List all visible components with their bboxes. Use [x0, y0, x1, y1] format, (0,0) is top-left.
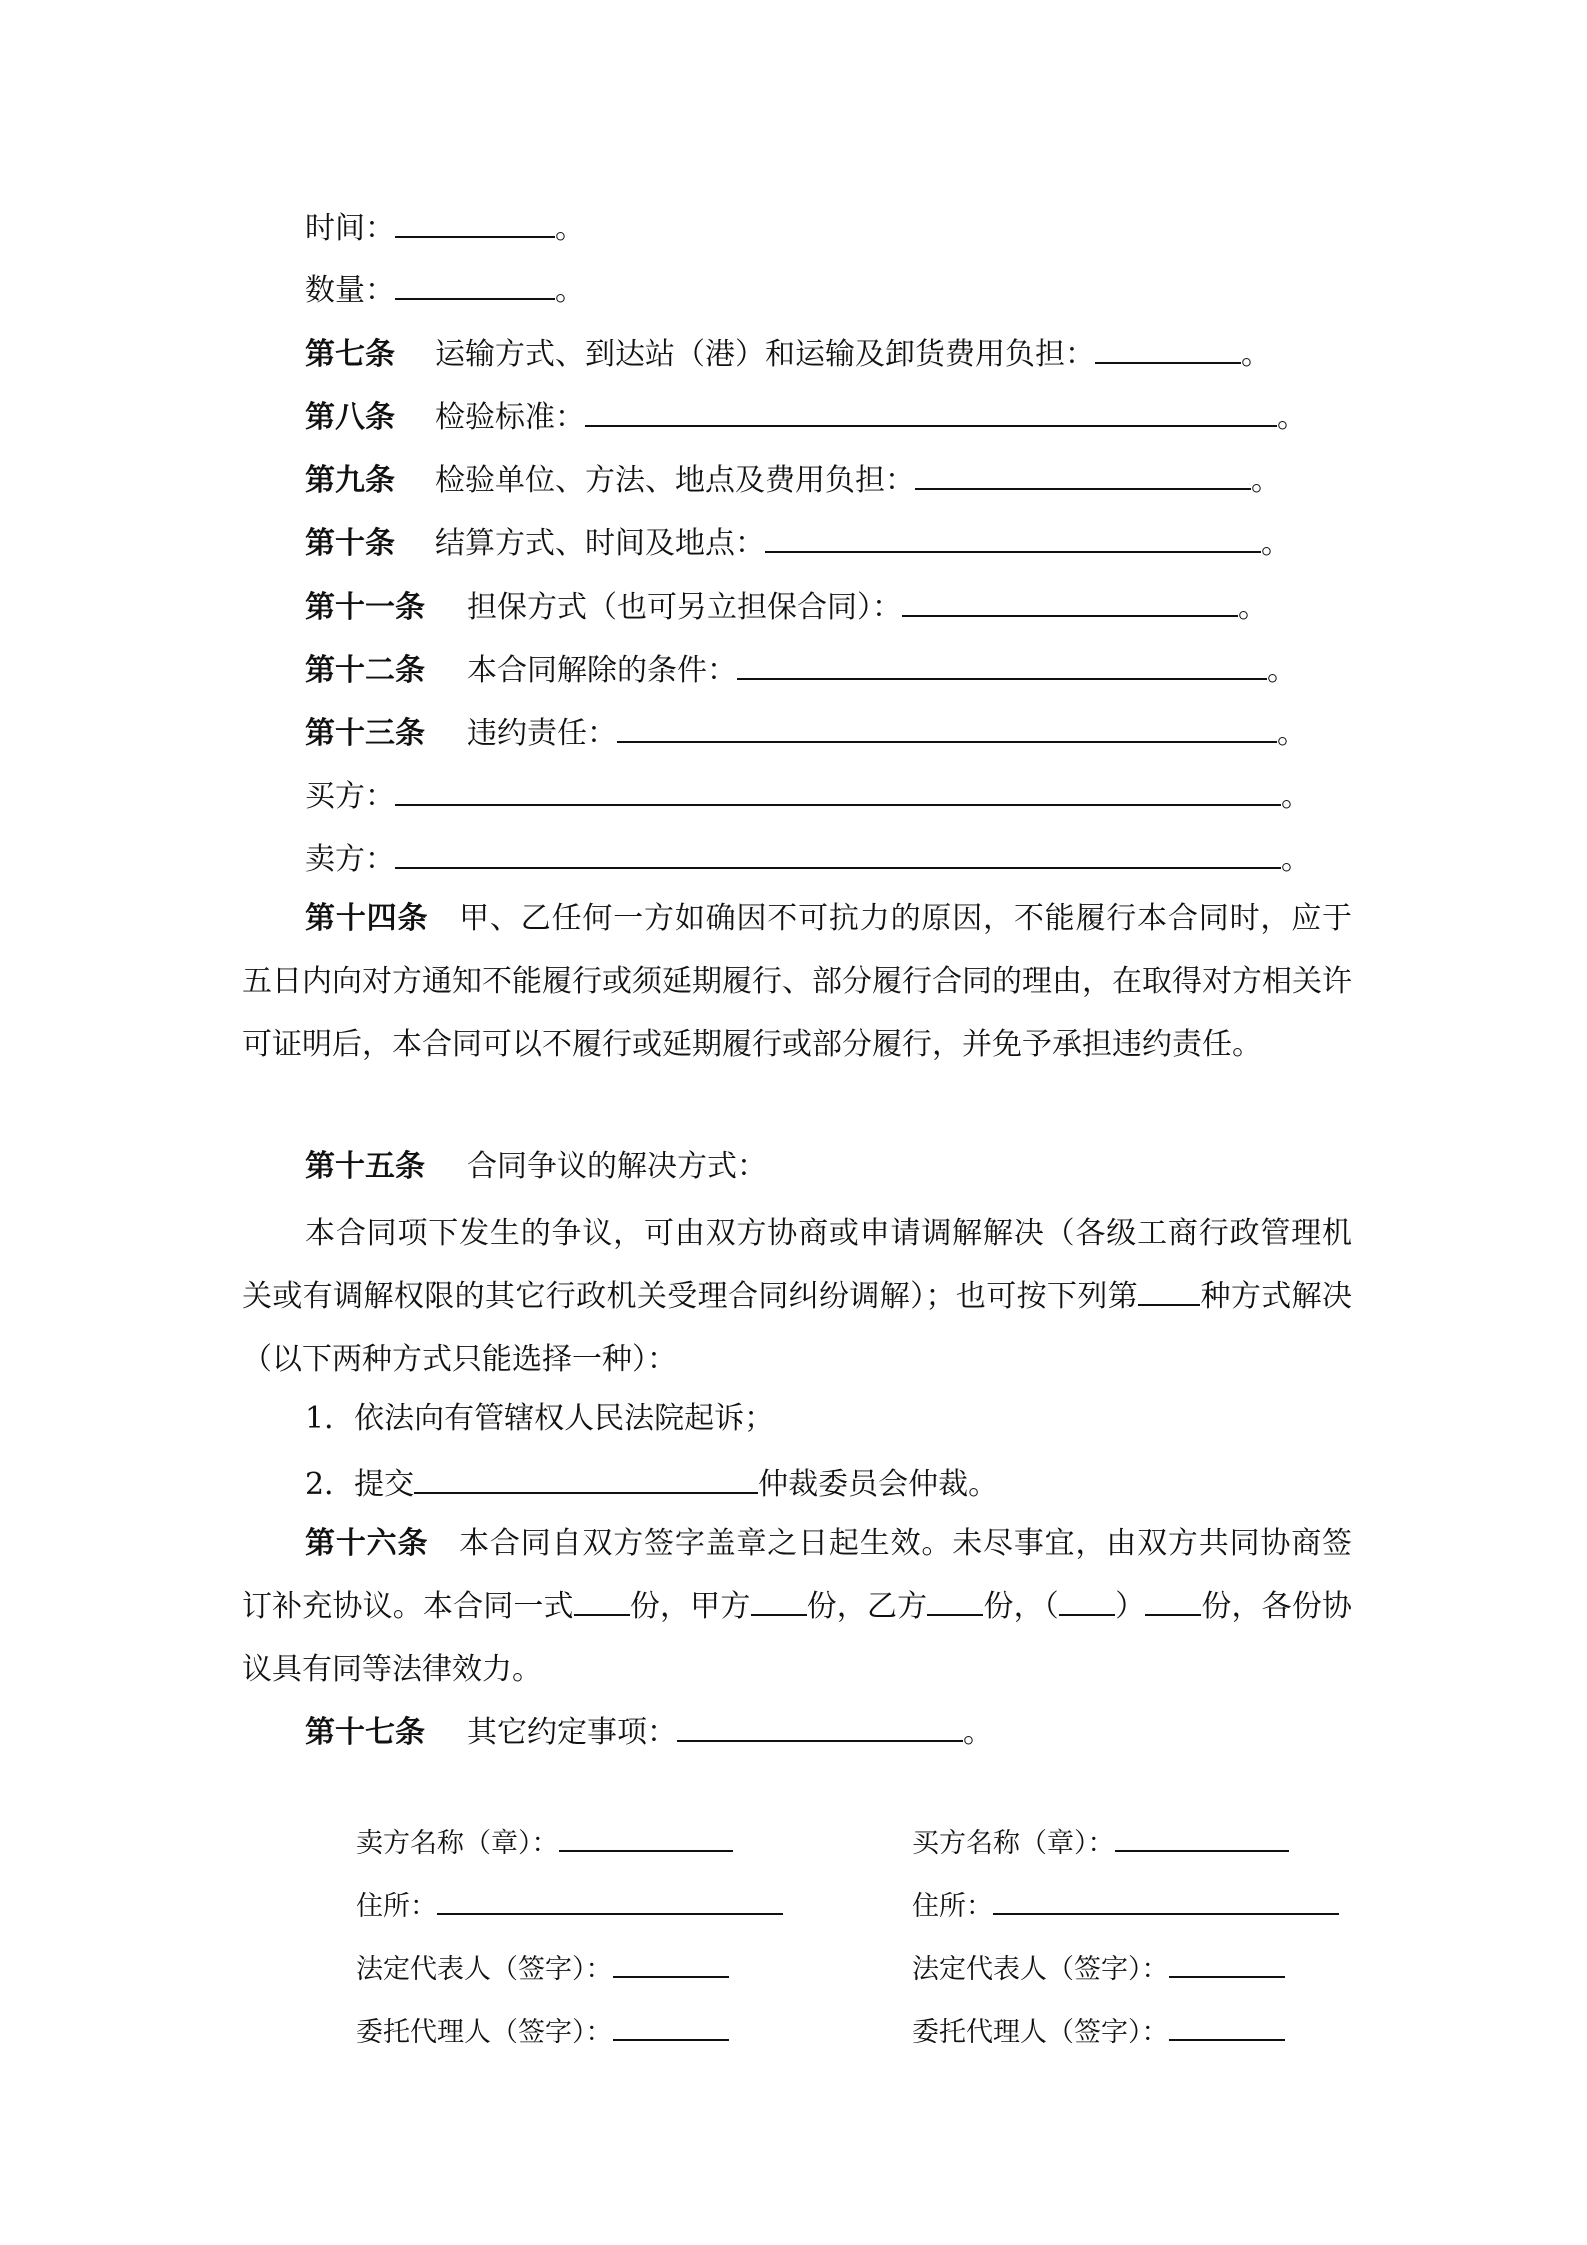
article-17-blank[interactable]: [677, 1710, 963, 1742]
option-2-text-b: 仲裁委员会仲裁。: [758, 1467, 999, 1502]
buyer-agent-label: 委托代理人（签字）：: [912, 2017, 1169, 2048]
period: 。: [1238, 590, 1268, 625]
seller-name-label: 卖方名称（章）：: [356, 1828, 559, 1859]
copies-other-blank[interactable]: [1145, 1584, 1201, 1616]
method-choice-blank[interactable]: [1138, 1274, 1200, 1306]
option-1-text: 1．依法向有管辖权人民法院起诉；: [305, 1401, 775, 1436]
period: 。: [1277, 716, 1307, 751]
article-14-text: 甲、乙任何一方如确因不可抗力的原因，不能履行本合同时，应于五日内向对方通知不能履行或须延期履行、部分履行合同的理由，在取得对方相关许可证明后，本合同可以不履行或延期履行或部分履行，并免予承担违约责任。: [242, 901, 1353, 1062]
article-7-text: 运输方式、到达站（港）和运输及卸货费用负担：: [435, 337, 1095, 372]
period: 。: [1277, 400, 1307, 435]
article-8-blank[interactable]: [585, 395, 1277, 427]
article-15-para-a: 本合同项下发生的争议，可由双方协商或申请调解解决（各级工商行政管理机关或有调解权限的其它行政机关受理合同纠纷调解）；也可按下列第: [242, 1216, 1352, 1314]
buyer-address-blank[interactable]: [993, 1885, 1339, 1915]
article-15: [305, 1147, 767, 1187]
article-9-blank[interactable]: [915, 458, 1251, 490]
period: 。: [1281, 779, 1311, 814]
article-15-text: 合同争议的解决方式：: [467, 1149, 767, 1184]
seller-name-row: [356, 1822, 733, 1862]
seller-address-blank[interactable]: [437, 1885, 783, 1915]
time-line: [305, 206, 585, 249]
article-12: [305, 648, 1297, 691]
article-16-text-3: 份，乙方: [806, 1589, 928, 1624]
seller-legal-rep-label: 法定代表人（签字）：: [356, 1954, 613, 1985]
article-13-text: 违约责任：: [467, 716, 617, 751]
article-8-title: 第八条: [305, 400, 395, 435]
seller-legal-rep-row: [356, 1948, 729, 1988]
buyer-legal-rep-blank[interactable]: [1169, 1948, 1285, 1978]
seller-label: 卖方：: [305, 842, 395, 877]
article-10-title: 第十条: [305, 526, 395, 561]
buyer-agent-row: [912, 2011, 1285, 2051]
buyer-line: [305, 774, 1311, 817]
buyer-address-row: [912, 1885, 1339, 1925]
buyer-name-row: [912, 1822, 1289, 1862]
article-16-text-4: 份，（: [983, 1589, 1059, 1624]
article-11-title: 第十一条: [305, 590, 425, 625]
article-16: [242, 1512, 1352, 1701]
period: 。: [1281, 842, 1311, 877]
copies-party-b-blank[interactable]: [927, 1584, 983, 1616]
arbitration-commission-blank[interactable]: [414, 1462, 758, 1494]
copies-total-blank[interactable]: [574, 1584, 630, 1616]
period: 。: [1267, 653, 1297, 688]
copies-party-a-blank[interactable]: [751, 1584, 807, 1616]
article-12-blank[interactable]: [737, 648, 1267, 680]
option-2: [305, 1462, 998, 1505]
seller-agent-row: [356, 2011, 729, 2051]
article-17-text: 其它约定事项：: [467, 1715, 677, 1750]
seller-legal-rep-blank[interactable]: [613, 1948, 729, 1978]
article-15-title: 第十五条: [305, 1149, 425, 1184]
buyer-name-blank[interactable]: [1115, 1822, 1289, 1852]
option-2-text-a: 2．提交: [305, 1467, 415, 1502]
article-10: [305, 521, 1291, 564]
option-1: [305, 1399, 774, 1439]
period: 。: [555, 211, 585, 246]
article-12-text: 本合同解除的条件：: [467, 653, 737, 688]
article-16-title: 第十六条: [305, 1526, 429, 1561]
article-15-paragraph: [242, 1202, 1352, 1391]
seller-blank[interactable]: [395, 837, 1281, 869]
article-13: [305, 711, 1307, 754]
article-16-text-5: ）: [1114, 1589, 1146, 1624]
period: 。: [1241, 337, 1271, 372]
article-9-text: 检验单位、方法、地点及费用负担：: [435, 463, 915, 498]
seller-agent-blank[interactable]: [613, 2011, 729, 2041]
article-10-text: 结算方式、时间及地点：: [435, 526, 765, 561]
article-7: [305, 332, 1271, 375]
article-7-blank[interactable]: [1095, 332, 1241, 364]
article-17: [305, 1710, 993, 1753]
period: 。: [1251, 463, 1281, 498]
article-16-text-1: 本合同自双方签字盖章之日起生效。未尽事宜，由双方共同协商签订补充协议。本合同一式: [242, 1526, 1353, 1624]
article-13-blank[interactable]: [617, 711, 1277, 743]
quantity-blank[interactable]: [395, 268, 555, 300]
period: 。: [963, 1715, 993, 1750]
article-16-text-2: 份，甲方: [629, 1589, 751, 1624]
article-17-title: 第十七条: [305, 1715, 425, 1750]
buyer-agent-blank[interactable]: [1169, 2011, 1285, 2041]
article-7-title: 第七条: [305, 337, 395, 372]
article-14: [242, 887, 1352, 1076]
time-blank[interactable]: [395, 206, 555, 238]
buyer-legal-rep-row: [912, 1948, 1285, 1988]
quantity-line: [305, 268, 585, 311]
article-16-text-6: 份，各份协议具有同等法律效力。: [242, 1589, 1352, 1687]
buyer-blank[interactable]: [395, 774, 1281, 806]
buyer-label: 买方：: [305, 779, 395, 814]
article-9-title: 第九条: [305, 463, 395, 498]
seller-address-row: [356, 1885, 783, 1925]
buyer-name-label: 买方名称（章）：: [912, 1828, 1115, 1859]
article-10-blank[interactable]: [765, 521, 1261, 553]
buyer-address-label: 住所：: [912, 1891, 993, 1922]
article-11-blank[interactable]: [902, 585, 1238, 617]
article-11-text: 担保方式（也可另立担保合同）：: [467, 590, 902, 625]
article-12-title: 第十二条: [305, 653, 425, 688]
time-label: 时间：: [305, 211, 395, 246]
seller-address-label: 住所：: [356, 1891, 437, 1922]
other-party-blank[interactable]: [1059, 1584, 1115, 1616]
seller-line: [305, 837, 1311, 880]
quantity-label: 数量：: [305, 273, 395, 308]
article-9: [305, 458, 1281, 501]
article-15-para-b: 种方式解决（以下两种方式只能选择一种）：: [242, 1279, 1353, 1377]
period: 。: [1261, 526, 1291, 561]
article-14-title: 第十四条: [305, 901, 429, 936]
article-8-text: 检验标准：: [435, 400, 585, 435]
period: 。: [555, 273, 585, 308]
seller-name-blank[interactable]: [559, 1822, 733, 1852]
article-11: [305, 585, 1268, 628]
article-8: [305, 395, 1307, 438]
seller-agent-label: 委托代理人（签字）：: [356, 2017, 613, 2048]
buyer-legal-rep-label: 法定代表人（签字）：: [912, 1954, 1169, 1985]
article-13-title: 第十三条: [305, 716, 425, 751]
